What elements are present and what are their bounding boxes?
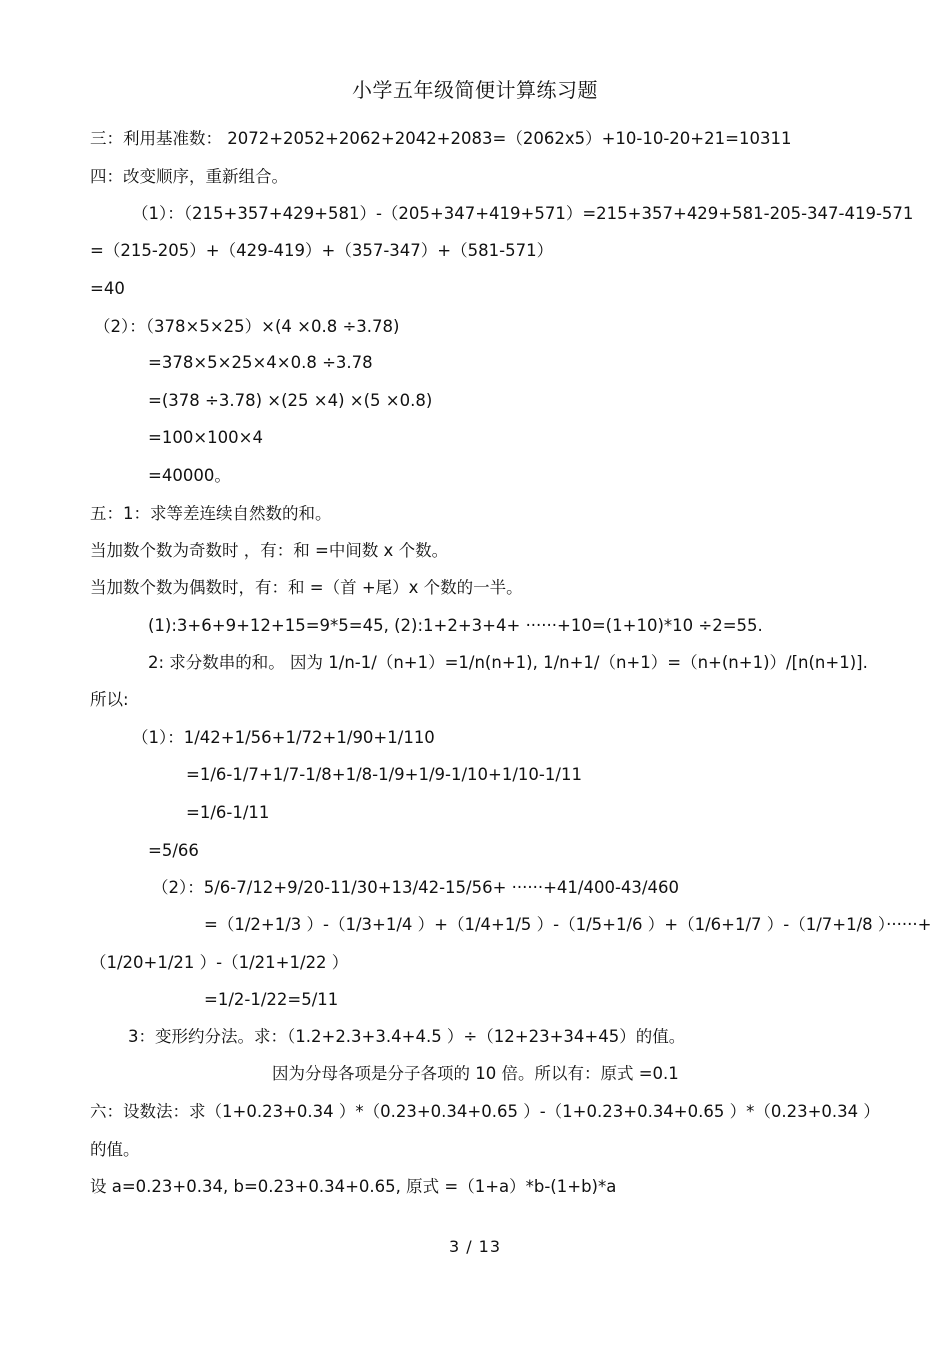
text-line: 当加数个数为偶数时，有：和 =（首 +尾）x 个数的一半。 [90,578,523,597]
document-title: 小学五年级简便计算练习题 [352,78,598,102]
text-line: （1）：（215+357+429+581）-（205+347+419+571）=215+357+429+581-205-347-419-571 [132,204,914,223]
text-line: =40000。 [148,466,231,485]
text-line: 2: 求分数串的和。 因为 1/n-1/（n+1）=1/n(n+1), 1/n+1/（n+1）=（n+(n+1)）/[n(n+1)]. [148,653,868,672]
text-line: 的值。 [90,1140,140,1159]
text-line: 因为分母各项是分子各项的 10 倍。所以有：原式 =0.1 [272,1064,679,1083]
page-number: 3 / 13 [448,1237,502,1256]
text-line: 设 a=0.23+0.34, b=0.23+0.34+0.65, 原式 =（1+a）*b-(1+b)*a [90,1177,617,1196]
text-line: =1/2-1/22=5/11 [204,990,339,1009]
text-line: =378×5×25×4×0.8 ÷3.78 [148,353,373,372]
text-line: （1/20+1/21 ）-（1/21+1/22 ） [90,953,349,972]
text-line: =100×100×4 [148,428,263,447]
text-line: =1/6-1/11 [186,803,270,822]
text-line: =1/6-1/7+1/7-1/8+1/8-1/9+1/9-1/10+1/10-1/11 [186,765,582,784]
text-line: 三：利用基准数： 2072+2052+2062+2042+2083=（2062x5）+10-10-20+21=10311 [90,129,792,148]
text-line: =5/66 [148,841,199,860]
text-line: 五：1：求等差连续自然数的和。 [90,504,332,523]
text-line: （1）：1/42+1/56+1/72+1/90+1/110 [132,728,435,747]
text-line: 六：设数法：求（1+0.23+0.34 ）*（0.23+0.34+0.65 ）-（1+0.23+0.34+0.65 ）*（0.23+0.34 ） [90,1102,880,1121]
text-line: 四：改变顺序，重新组合。 [90,167,288,186]
text-line: 3：变形约分法。求：（1.2+2.3+3.4+4.5 ）÷（12+23+34+45）的值。 [128,1027,686,1046]
text-line: 当加数个数为奇数时 ，有：和 =中间数 x 个数。 [90,541,449,560]
text-line: =（215-205）+（429-419）+（357-347）+（581-571） [90,241,554,260]
text-line: (1):3+6+9+12+15=9*5=45, (2):1+2+3+4+ ······+10=(1+10)*10 ÷2=55. [148,616,763,635]
text-line: （2）：5/6-7/12+9/20-11/30+13/42-15/56+ ······+41/400-43/460 [152,878,679,897]
text-line: =(378 ÷3.78) ×(25 ×4) ×(5 ×0.8) [148,391,433,410]
text-line: （2）：（378×5×25）×(4 ×0.8 ÷3.78) [94,317,400,336]
text-line: =（1/2+1/3 ）-（1/3+1/4 ）+（1/4+1/5 ）-（1/5+1/6 ）+（1/6+1/7 ）-（1/7+1/8 ）······+ [204,915,932,934]
text-line: 所以: [90,690,129,709]
text-line: =40 [90,279,125,298]
